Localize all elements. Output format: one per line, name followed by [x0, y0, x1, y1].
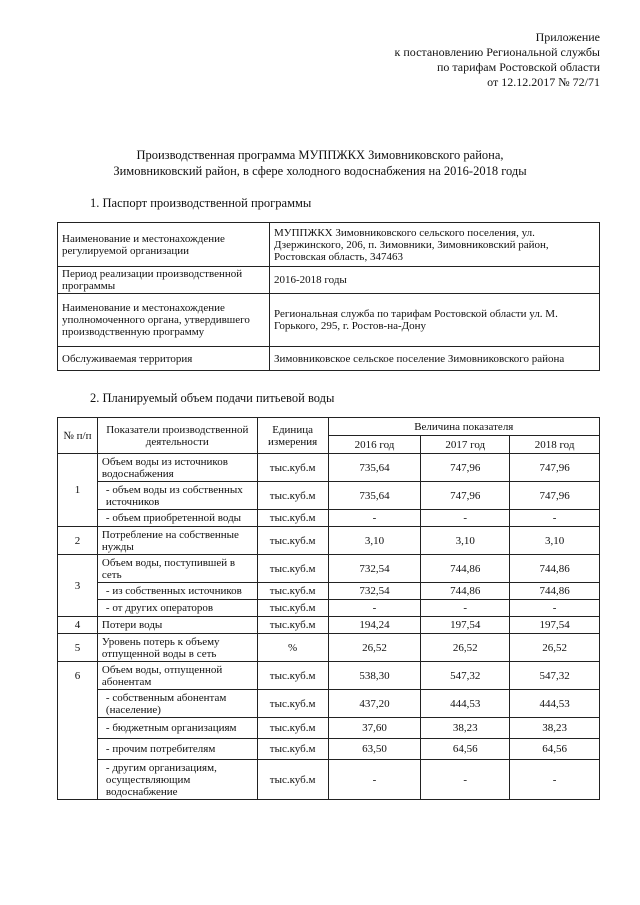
cell-name: - прочим потребителям	[97, 739, 257, 760]
cell-2018: 3,10	[510, 527, 600, 555]
cell-unit: тыс.куб.м	[257, 600, 328, 617]
header-2016: 2016 год	[328, 436, 421, 454]
passport-label: Наименование и местонахождение уполномоченного органа, утвердившего производственную программу	[58, 294, 270, 347]
cell-2016: -	[328, 760, 421, 800]
cell-name: Объем воды, отпущенной абонентам	[97, 662, 257, 690]
cell-2017: -	[421, 510, 510, 527]
cell-name: Объем воды, поступившей в сеть	[97, 555, 257, 583]
passport-value: Зимовниковское сельское поселение Зимовниковского района	[270, 347, 600, 371]
cell-2018: 64,56	[510, 739, 600, 760]
cell-2018: 744,86	[510, 555, 600, 583]
table-row	[58, 454, 600, 482]
appendix-block	[395, 30, 600, 90]
cell-unit: тыс.куб.м	[257, 760, 328, 800]
cell-num: 2	[58, 527, 98, 555]
table-row	[58, 718, 600, 739]
cell-name: - из собственных источников	[97, 583, 257, 600]
cell-2018: 197,54	[510, 617, 600, 634]
passport-value: Региональная служба по тарифам Ростовской области ул. М. Горького, 295, г. Ростов-на-Дону	[270, 294, 600, 347]
cell-unit: тыс.куб.м	[257, 510, 328, 527]
cell-name: Объем воды из источников водоснабжения	[97, 454, 257, 482]
cell-name: Потери воды	[97, 617, 257, 634]
cell-2018: 747,96	[510, 454, 600, 482]
cell-2017: 197,54	[421, 617, 510, 634]
cell-2016: 194,24	[328, 617, 421, 634]
table-row	[58, 690, 600, 718]
header-2018: 2018 год	[510, 436, 600, 454]
section-2-heading: 2. Планируемый объем подачи питьевой воды	[90, 391, 335, 405]
cell-2016: -	[328, 510, 421, 527]
cell-2018: -	[510, 510, 600, 527]
cell-2018: 444,53	[510, 690, 600, 718]
cell-2017: 444,53	[421, 690, 510, 718]
table-header-row	[58, 418, 600, 436]
cell-2017: 3,10	[421, 527, 510, 555]
passport-row	[58, 294, 600, 347]
passport-label: Период реализации производственной программы	[58, 267, 270, 294]
table-row	[58, 600, 600, 617]
cell-2018: 747,96	[510, 482, 600, 510]
cell-2017: 38,23	[421, 718, 510, 739]
passport-table	[57, 222, 600, 371]
cell-2017: 747,96	[421, 454, 510, 482]
header-indicator: Показатели производственной деятельности	[97, 418, 257, 454]
cell-name: Уровень потерь к объему отпущенной воды в сеть	[97, 634, 257, 662]
cell-name: - бюджетным организациям	[97, 718, 257, 739]
cell-2018: 38,23	[510, 718, 600, 739]
appendix-line-1: Приложение	[535, 30, 600, 44]
cell-unit: тыс.куб.м	[257, 555, 328, 583]
cell-name: - объем воды из собственных источников	[97, 482, 257, 510]
cell-num: 1	[58, 454, 98, 527]
cell-unit: тыс.куб.м	[257, 617, 328, 634]
cell-unit: тыс.куб.м	[257, 527, 328, 555]
table-row	[58, 662, 600, 690]
cell-unit: тыс.куб.м	[257, 718, 328, 739]
cell-2018: 547,32	[510, 662, 600, 690]
header-unit: Единица измерения	[257, 418, 328, 454]
table-row	[58, 634, 600, 662]
table-row	[58, 482, 600, 510]
cell-2017: 744,86	[421, 555, 510, 583]
cell-2018: -	[510, 600, 600, 617]
cell-2016: 63,50	[328, 739, 421, 760]
appendix-line-3: по тарифам Ростовской области	[436, 60, 600, 74]
section-1-heading: 1. Паспорт производственной программы	[90, 196, 312, 210]
cell-unit: тыс.куб.м	[257, 662, 328, 690]
table-row	[58, 510, 600, 527]
cell-2016: 538,30	[328, 662, 421, 690]
cell-2016: 26,52	[328, 634, 421, 662]
cell-2017: 64,56	[421, 739, 510, 760]
cell-unit: тыс.куб.м	[257, 739, 328, 760]
cell-2018: 744,86	[510, 583, 600, 600]
cell-num: 6	[58, 662, 98, 800]
cell-num: 5	[58, 634, 98, 662]
cell-unit: тыс.куб.м	[257, 482, 328, 510]
cell-2017: 747,96	[421, 482, 510, 510]
title-line-1: Производственная программа МУППЖКХ Зимовниковского района,	[136, 148, 504, 162]
passport-row	[58, 267, 600, 294]
cell-2016: 735,64	[328, 454, 421, 482]
cell-unit: %	[257, 634, 328, 662]
cell-unit: тыс.куб.м	[257, 690, 328, 718]
cell-2016: 732,54	[328, 583, 421, 600]
cell-name: - другим организациям, осуществляющим водоснабжение	[97, 760, 257, 800]
title-line-2: Зимовниковский район, в сфере холодного водоснабжения на 2016-2018 годы	[113, 164, 527, 178]
cell-2016: 3,10	[328, 527, 421, 555]
passport-row	[58, 223, 600, 267]
cell-num: 4	[58, 617, 98, 634]
cell-name: - собственным абонентам (население)	[97, 690, 257, 718]
table-row	[58, 739, 600, 760]
cell-unit: тыс.куб.м	[257, 454, 328, 482]
cell-name: - от других операторов	[97, 600, 257, 617]
cell-2016: 37,60	[328, 718, 421, 739]
cell-2017: 744,86	[421, 583, 510, 600]
passport-value: 2016-2018 годы	[270, 267, 600, 294]
passport-value: МУППЖКХ Зимовниковского сельского поселения, ул. Дзержинского, 206, п. Зимовники, Зимовниковский район, Ростовская область, 347463	[270, 223, 600, 267]
cell-name: - объем приобретенной воды	[97, 510, 257, 527]
document-title	[40, 147, 600, 179]
cell-2016: 732,54	[328, 555, 421, 583]
passport-label: Наименование и местонахождение регулируемой организации	[58, 223, 270, 267]
cell-name: Потребление на собственные нужды	[97, 527, 257, 555]
cell-unit: тыс.куб.м	[257, 583, 328, 600]
table-row	[58, 555, 600, 583]
cell-2018: 26,52	[510, 634, 600, 662]
header-num: № п/п	[58, 418, 98, 454]
passport-label: Обслуживаемая территория	[58, 347, 270, 371]
cell-2017: -	[421, 760, 510, 800]
appendix-line-2: к постановлению Региональной службы	[394, 45, 600, 59]
cell-2018: -	[510, 760, 600, 800]
table-row	[58, 527, 600, 555]
table-row	[58, 617, 600, 634]
cell-num: 3	[58, 555, 98, 617]
appendix-line-4: от 12.12.2017 № 72/71	[487, 75, 600, 89]
cell-2016: 735,64	[328, 482, 421, 510]
passport-row	[58, 347, 600, 371]
cell-2017: -	[421, 600, 510, 617]
table-row	[58, 583, 600, 600]
cell-2017: 26,52	[421, 634, 510, 662]
water-supply-table	[57, 417, 600, 800]
header-2017: 2017 год	[421, 436, 510, 454]
table-row	[58, 760, 600, 800]
cell-2016: -	[328, 600, 421, 617]
cell-2017: 547,32	[421, 662, 510, 690]
cell-2016: 437,20	[328, 690, 421, 718]
header-value-group: Величина показателя	[328, 418, 599, 436]
